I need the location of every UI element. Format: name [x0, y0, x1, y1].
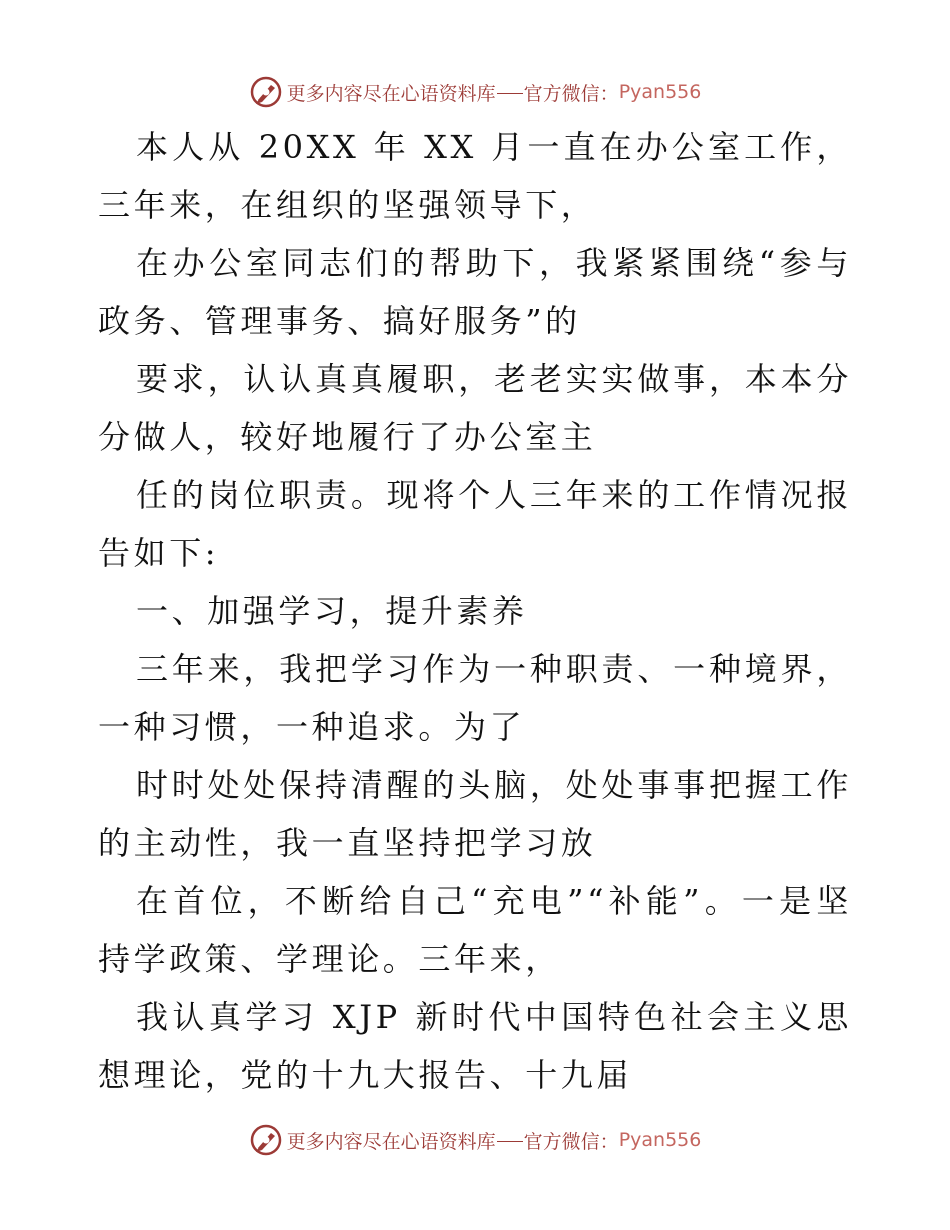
- banner-official-label: 官方微信：: [523, 82, 619, 105]
- banner-divider: [497, 93, 523, 94]
- banner-brand-text: 更多内容尽在心语资料库: [286, 1130, 496, 1153]
- pen-logo-icon: [249, 1123, 283, 1157]
- document-body: [98, 118, 852, 1104]
- paragraph: 任的岗位职责。现将个人三年来的工作情况报告如下:: [98, 476, 852, 572]
- section-heading: 一、加强学习，提升素养: [136, 592, 528, 630]
- paragraph: 要求，认认真真履职，老老实实做事，本本分分做人，较好地履行了办公室主: [98, 360, 852, 456]
- banner-official-label: 官方微信：: [523, 1130, 619, 1153]
- paragraph: 时时处处保持清醒的头脑，处处事事把握工作的主动性，我一直坚持把学习放: [98, 766, 852, 862]
- banner-handle: Pyan556: [618, 81, 702, 103]
- banner-divider: [497, 1141, 523, 1142]
- footer-banner: [0, 1120, 950, 1160]
- banner-brand-text: 更多内容尽在心语资料库: [286, 82, 496, 105]
- pen-logo-icon: [249, 75, 283, 109]
- paragraph: 在办公室同志们的帮助下，我紧紧围绕“参与政务、管理事务、搞好服务”的: [98, 244, 852, 340]
- paragraph: 在首位，不断给自己“充电”“补能”。一是坚持学政策、学理论。三年来，: [98, 882, 852, 978]
- header-banner: [0, 72, 950, 112]
- banner-handle: Pyan556: [618, 1129, 702, 1151]
- paragraph: 我认真学习 XJP 新时代中国特色社会主义思想理论，党的十九大报告、十九届: [98, 998, 852, 1094]
- paragraph: 本人从 20XX 年 XX 月一直在办公室工作，三年来，在组织的坚强领导下，: [98, 128, 852, 224]
- paragraph: 三年来，我把学习作为一种职责、一种境界，一种习惯，一种追求。为了: [98, 650, 852, 746]
